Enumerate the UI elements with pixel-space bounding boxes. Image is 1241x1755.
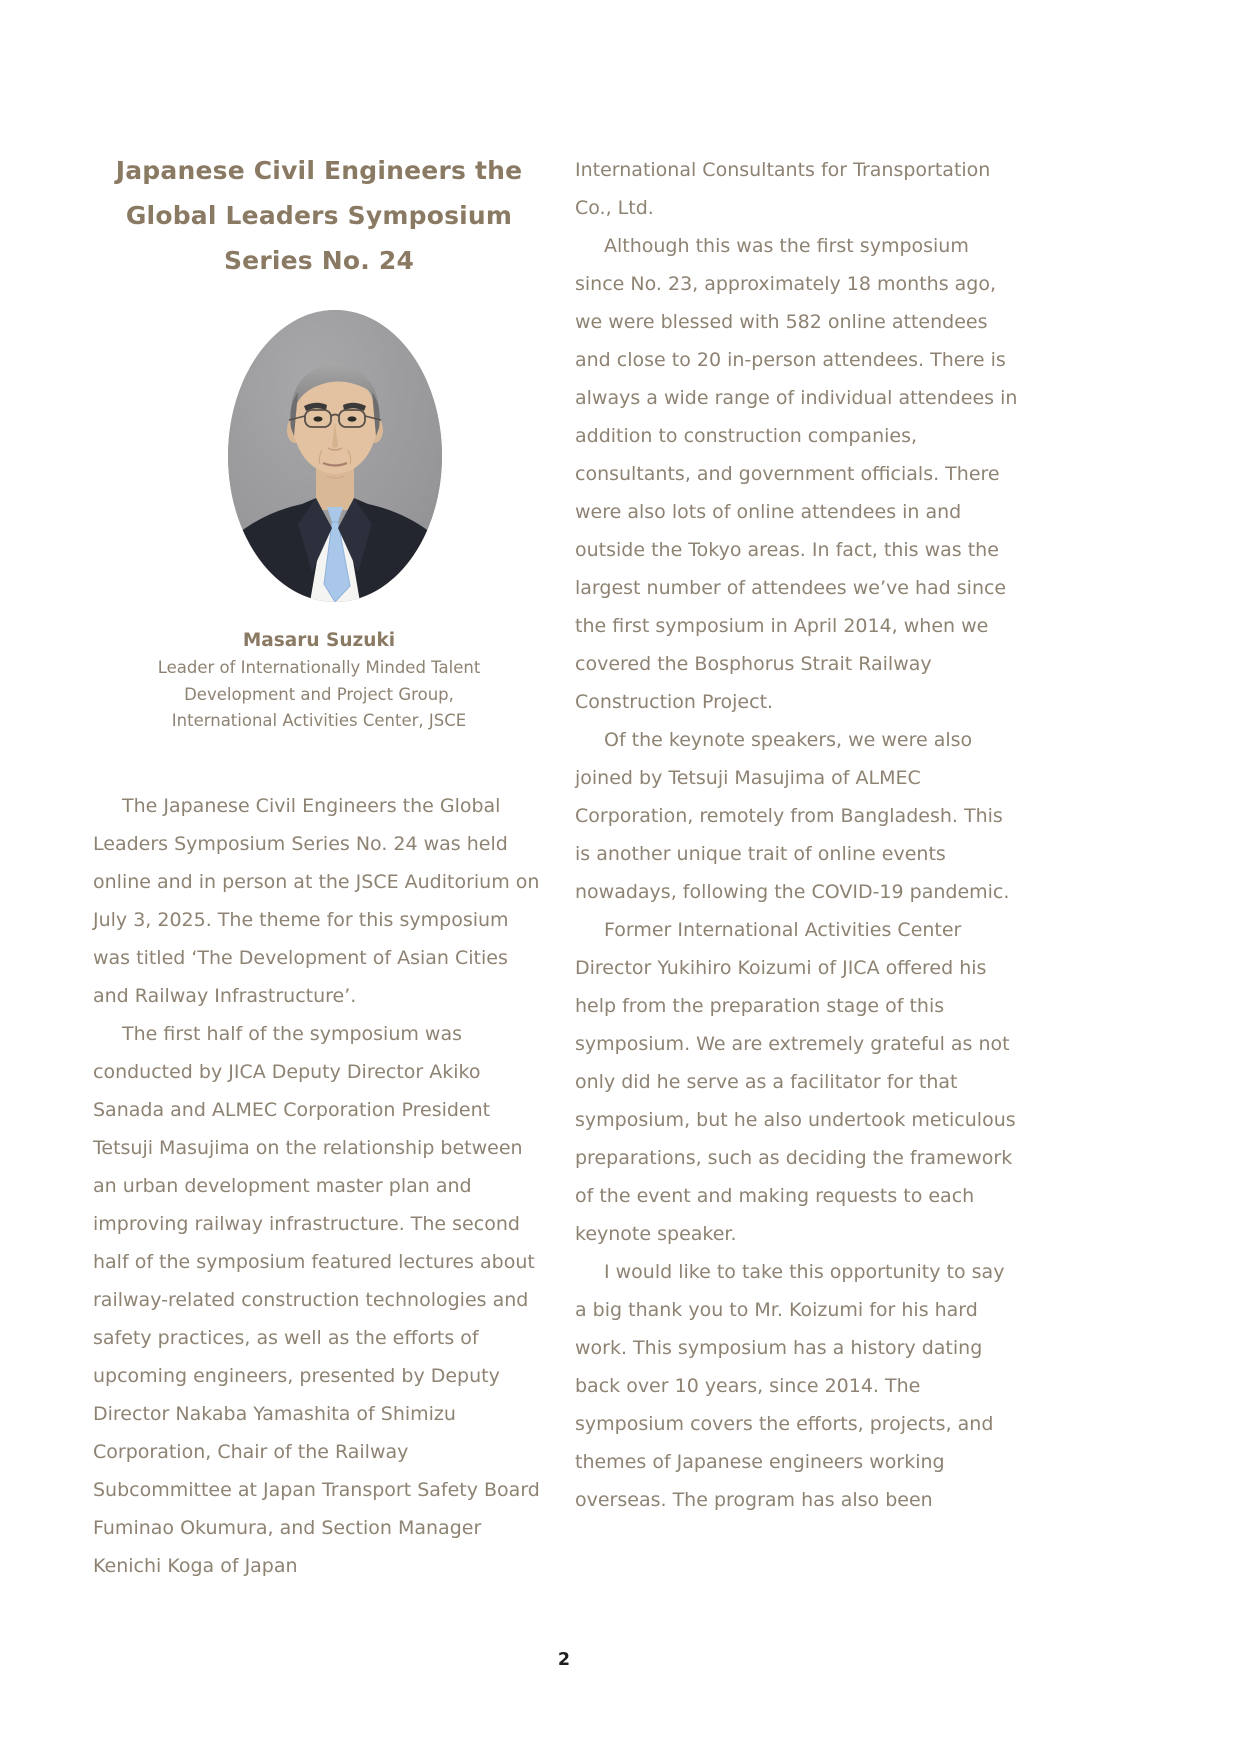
paragraph: The first half of the symposium was conducted by JICA Deputy Director Akiko Sanada and ALMEC Corporation President Tetsuji Masujima on the relationship between an urban development master plan and improving railway infrastructure. The second half of the symposium featured lectures about railway-related construction technologies and safety practices, as well as the efforts of upcoming engineers, presented by Deputy Director Nakaba Yamashita of Shimizu Corporation, Chair of the Railway Subcommittee at Japan Transport Safety Board Fuminao Okumura, and Section Manager Kenichi Koga of Japan [93,1022,540,1577]
photo-caption-name: Masaru Suzuki [242,630,396,651]
paragraph: I would like to take this opportunity to say a big thank you to Mr. Koizumi for his hard work. This symposium has a history dating back over 10 years, since 2014. The symposium covers the efforts, projects, and themes of Japanese engineers working overseas. The program has also been [575,1261,1005,1511]
portrait-illustration [228,310,442,602]
photo-caption-line: Development and Project Group, [184,684,454,704]
paragraph: Former International Activities Center Director Yukihiro Koizumi of JICA offered his help from the preparation stage of this symposium. We are extremely grateful as not only did he serve as a facilitator for that symposium, but he also undertook meticulous preparations, such as deciding the framework of the event and making requests to each keynote speaker. [575,919,1016,1245]
portrait-photo [228,310,442,602]
left-column [93,148,545,1585]
photo-caption [93,626,545,735]
paragraph: Of the keynote speakers, we were also joined by Tetsuji Masujima of ALMEC Corporation, remotely from Bangladesh. This is another unique trait of online events nowadays, following the COVID-19 pandemic. [575,729,1010,903]
article-title [93,148,545,283]
photo-caption-line: Leader of Internationally Minded Talent [157,658,481,677]
right-column [575,148,1020,1585]
page-number: 2 [557,1650,571,1670]
article-title-line: Global Leaders Symposium [125,201,513,230]
article-title-line: Japanese Civil Engineers the [115,156,523,185]
paragraph: Although this was the first symposium since No. 23, approximately 18 months ago, we were blessed with 582 online attendees and close to 20 in-person attendees. There is always a wide range of individual attendees in addition to construction companies, consultants, and government officials. There were also lots of online attendees in and outside the Tokyo areas. In fact, this was the largest number of attendees we’ve had since the first symposium in April 2014, when we covered the Bosphorus Strait Railway Construction Project. [575,235,1018,713]
photo-caption-line: International Activities Center, JSCE [171,711,467,730]
paragraph: The Japanese Civil Engineers the Global Leaders Symposium Series No. 24 was held online and in person at the JSCE Auditorium on July 3, 2025. The theme for this symposium was titled ‘The Development of Asian Cities and Railway Infrastructure’. [93,794,540,1007]
paragraph: International Consultants for Transportation Co., Ltd. [575,159,991,219]
article-title-line: Series No. 24 [223,246,415,275]
